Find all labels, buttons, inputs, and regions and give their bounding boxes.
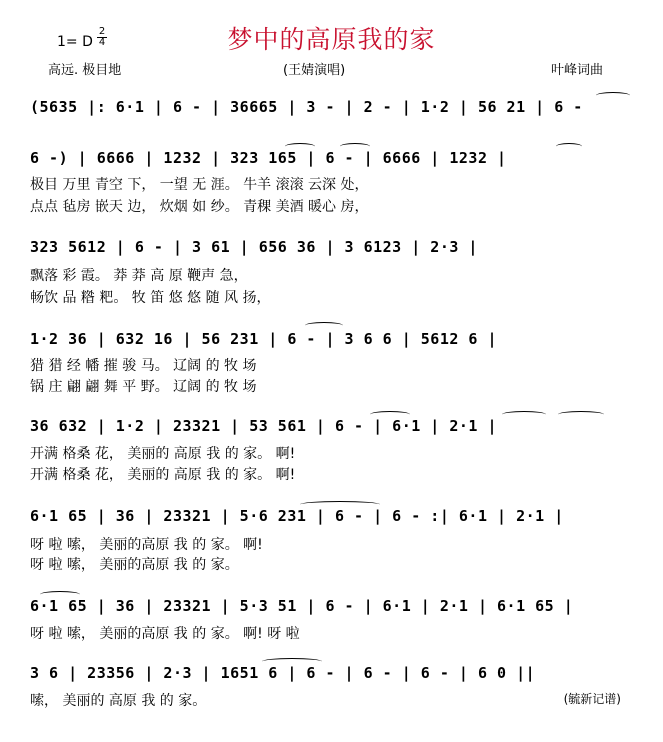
song-title: 梦中的高原我的家	[227, 25, 436, 54]
notation-row-6	[30, 505, 635, 535]
lyric-line: 嗦， 美丽的 高原 我 的 家。	[30, 693, 207, 709]
lyric-line: 呀 啦 嗦， 美丽的高原 我 的 家。	[30, 557, 239, 573]
notes: 6·1 65 | 36 | 23321 | 5·3 51 | 6 - | 6·1 | 2·1 | 6·1 65 |	[30, 597, 574, 615]
slur-mark	[262, 658, 322, 665]
notes: 36 632 | 1·2 | 23321 | 53 561 | 6 - | 6·1 | 2·1 |	[30, 417, 498, 435]
notes: 6 -) | 6666 | 1232 | 323 165 | 6 - | 6666 | 1232 |	[30, 149, 507, 167]
singer-credit: (王婧演唱)	[283, 63, 346, 78]
lyric-line: 呀 啦 嗦， 美丽的高原 我 的 家。 啊! 呀 啦	[30, 626, 300, 642]
lyric-line: 猎 猎 经 幡 摧 骏 马。 辽阔 的 牧 场	[30, 358, 257, 374]
notation-row-7	[30, 595, 635, 625]
slur-mark	[556, 143, 582, 150]
notation-row-1	[30, 96, 635, 126]
lyric-line: 呀 啦 嗦， 美丽的高原 我 的 家。 啊!	[30, 537, 263, 553]
lyricist-credit: 叶峰词曲	[551, 63, 604, 78]
notes: 6·1 65 | 36 | 23321 | 5·6 231 | 6 - | 6 - :| 6·1 | 2·1 |	[30, 507, 564, 525]
notation-row-2	[30, 147, 635, 177]
notes: 3 6 | 23356 | 2·3 | 1651 6 | 6 - | 6 - | 6 - | 6 0 ||	[30, 664, 536, 682]
slur-mark	[340, 143, 370, 150]
transcriber-credit: (毓新记谱)	[563, 692, 621, 706]
time-signature-bottom: 4	[98, 37, 106, 48]
slur-mark	[596, 92, 630, 99]
slur-mark	[370, 411, 410, 418]
lyric-line: 开满 格桑 花， 美丽的 高原 我 的 家。 啊!	[30, 467, 296, 483]
lyric-line: 极目 万里 青空 下， 一望 无 涯。 牛羊 滚滚 云深 处，	[30, 177, 369, 193]
tempo-marking: 高远. 极目地	[48, 63, 122, 78]
notes: (5635 |: 6·1 | 6 - | 36665 | 3 - | 2 - | 1·2 | 56 21 | 6 -	[30, 98, 583, 116]
notation-row-3	[30, 236, 635, 266]
lyric-line: 飘落 彩 霞。 莽 莽 高 原 鞭声 急，	[30, 268, 248, 284]
slur-mark	[558, 411, 604, 418]
time-signature	[97, 27, 107, 48]
notation-row-4	[30, 328, 635, 358]
lyric-line: 开满 格桑 花， 美丽的 高原 我 的 家。 啊!	[30, 446, 296, 462]
slur-mark	[40, 591, 80, 598]
lyric-line: 畅饮 品 糌 粑。 牧 笛 悠 悠 随 风 扬，	[30, 290, 271, 306]
notation-row-5	[30, 415, 635, 445]
lyric-line: 锅 庄 翩 翩 舞 平 野。 辽阔 的 牧 场	[30, 379, 257, 395]
slur-mark	[502, 411, 546, 418]
slur-mark	[305, 322, 343, 329]
notation-row-8	[30, 662, 635, 692]
notes: 1·2 36 | 632 16 | 56 231 | 6 - | 3 6 6 | 5612 6 |	[30, 330, 498, 348]
slur-mark	[300, 501, 380, 508]
key-signature: 1= D	[57, 34, 93, 50]
slur-mark	[285, 143, 315, 150]
time-signature-top: 2	[98, 26, 106, 37]
notes: 323 5612 | 6 - | 3 61 | 656 36 | 3 6123 | 2·3 |	[30, 238, 478, 256]
lyric-line: 点点 毡房 嵌天 边， 炊烟 如 纱。 青稞 美酒 暖心 房，	[30, 199, 369, 215]
